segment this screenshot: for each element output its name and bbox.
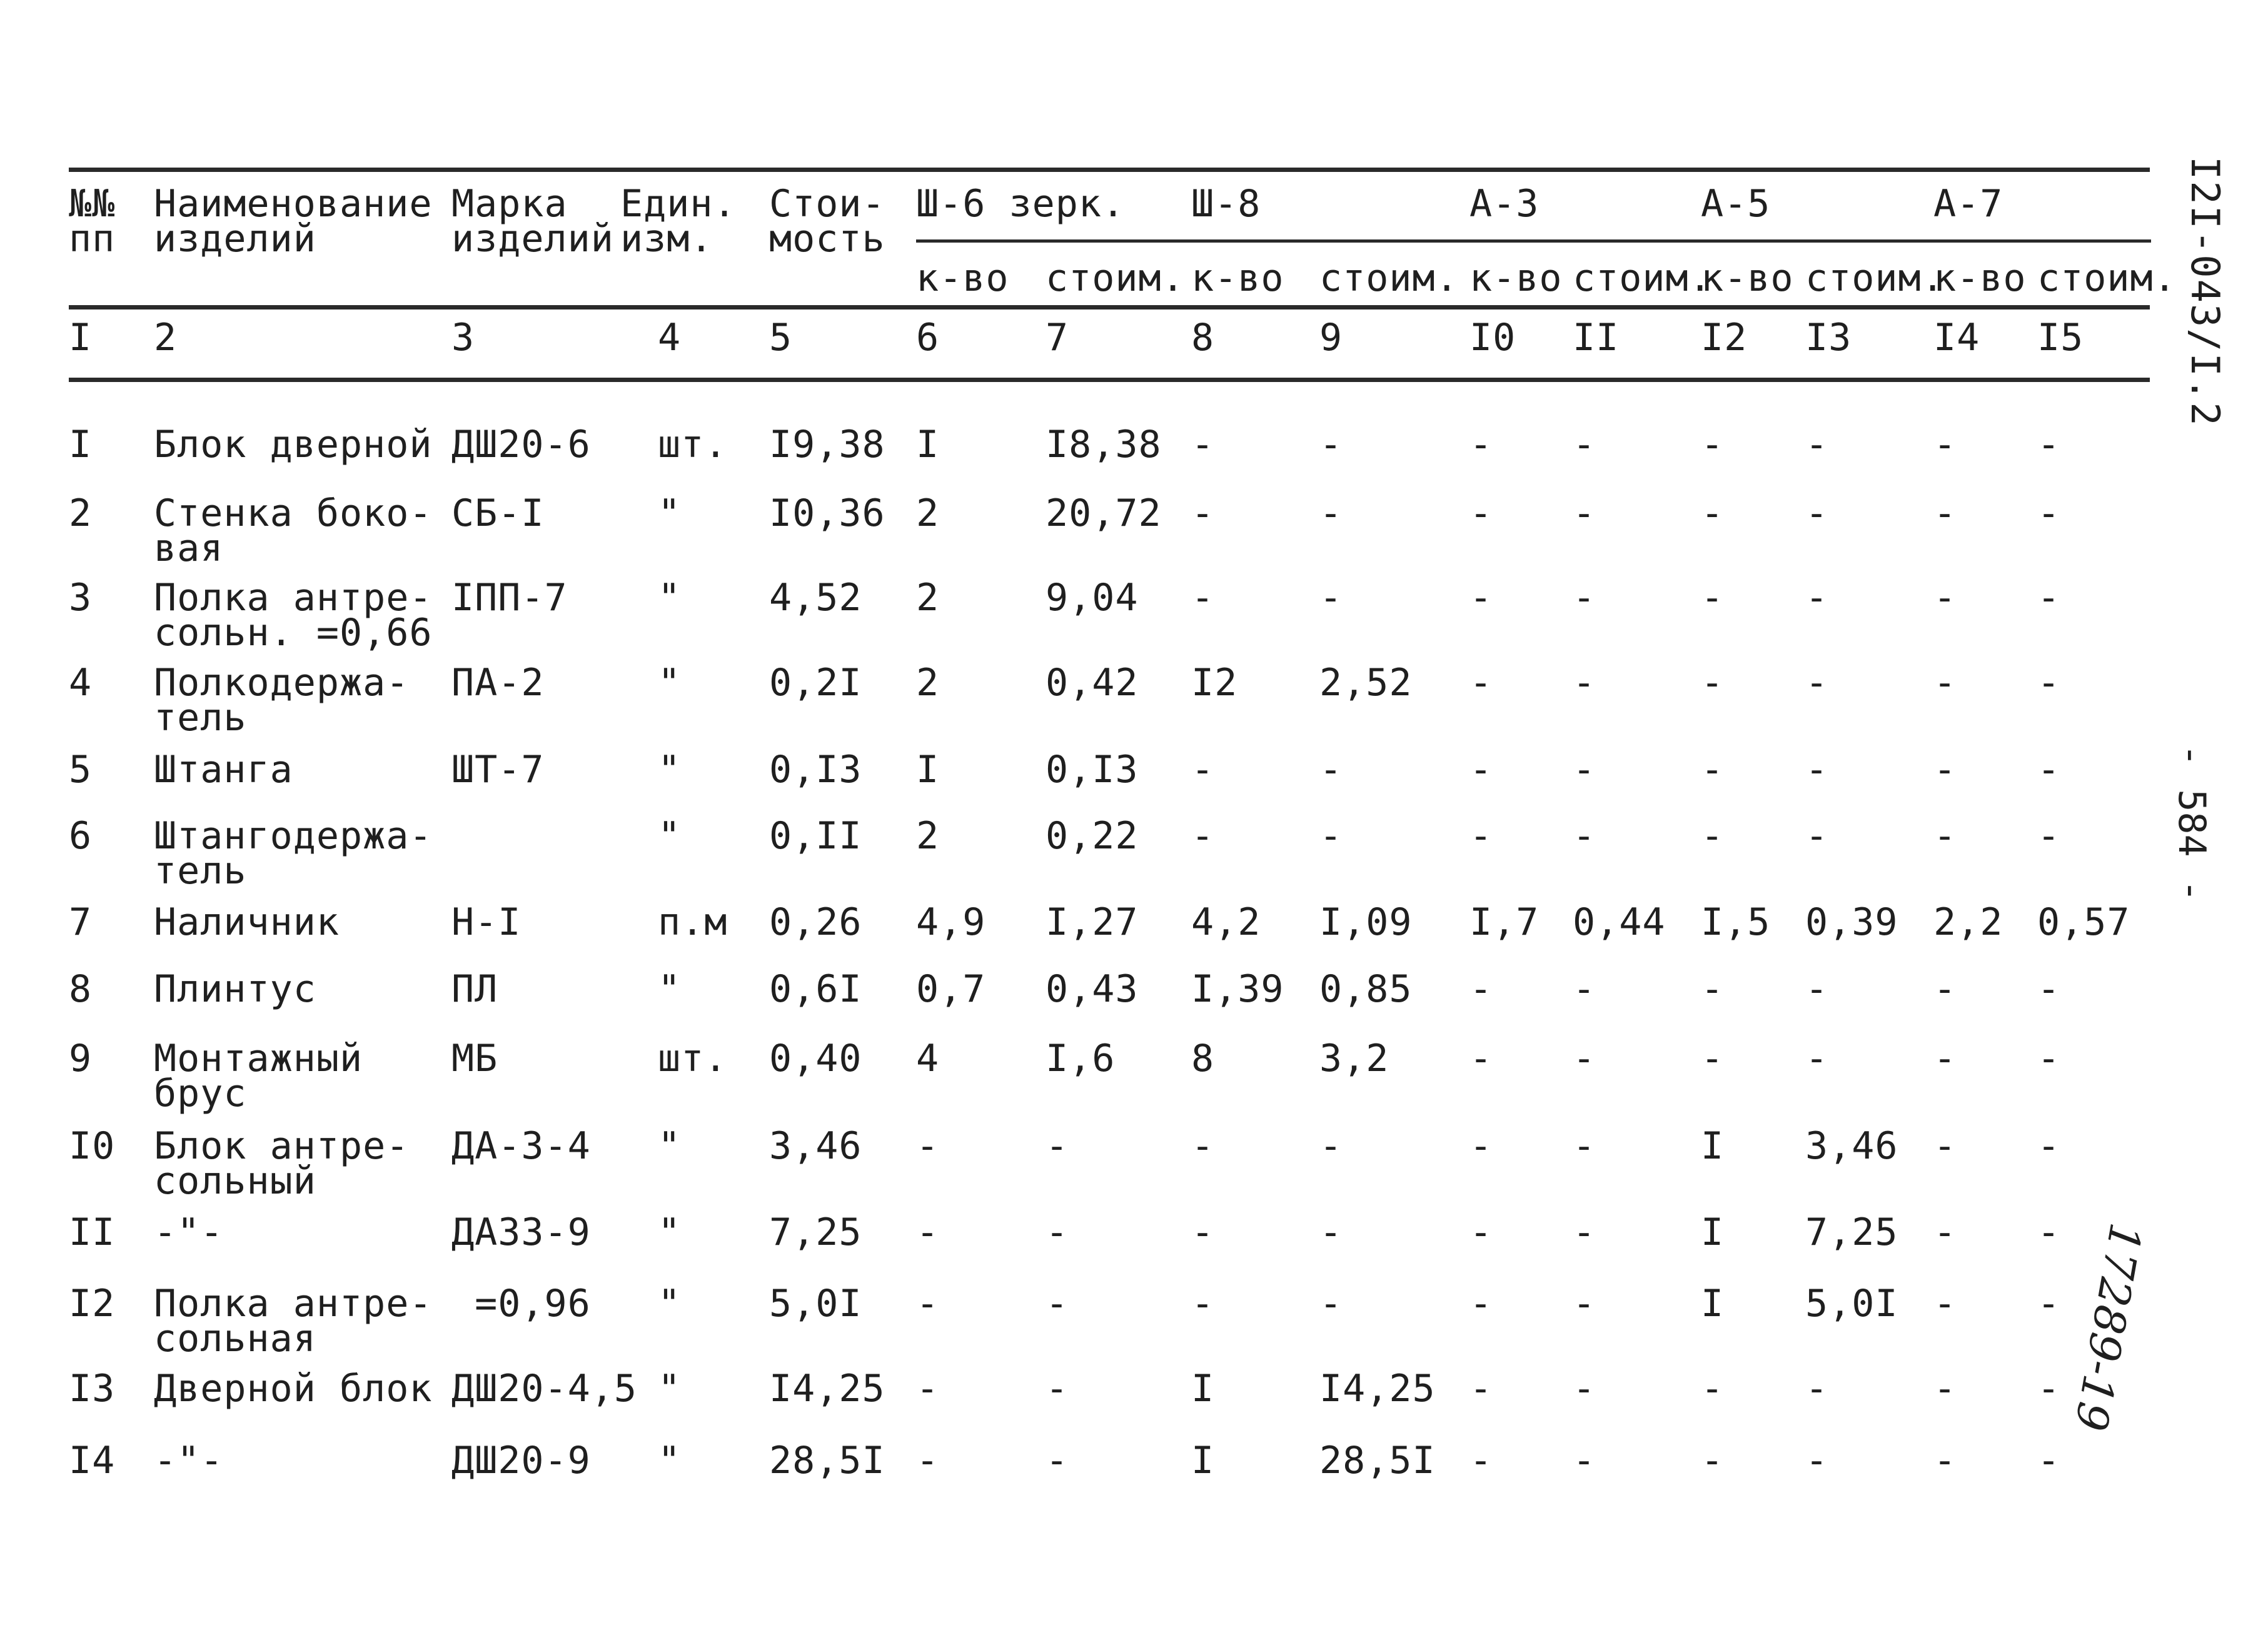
cell-sh6-cost: I,27	[1046, 900, 1139, 944]
cell-a3-qty: -	[1469, 1037, 1493, 1080]
cell-sh8-qty: I,39	[1191, 967, 1284, 1011]
cell-a7-qty: -	[1933, 1282, 1957, 1326]
cell-cost: I9,38	[769, 423, 885, 466]
header-unit: Един. изм.	[620, 182, 737, 261]
cell-sh8-cost: 3,2	[1319, 1037, 1389, 1080]
cell-a7-cost: 0,57	[2037, 900, 2130, 944]
header-a3-cost: стоим.	[1573, 256, 1712, 300]
cell-a5-qty: -	[1701, 1037, 1725, 1080]
cell-name: -"-	[154, 1210, 224, 1254]
cell-a7-qty: -	[1933, 661, 1957, 705]
cell-a3-qty: -	[1469, 491, 1493, 535]
cell-cost: 0,6I	[769, 967, 862, 1011]
cell-sh8-qty: -	[1191, 1210, 1215, 1254]
cell-a3-cost: -	[1573, 967, 1596, 1011]
table-top-rule	[69, 168, 2150, 172]
cell-unit: шт.	[658, 1037, 728, 1080]
cell-cost: 0,2I	[769, 661, 862, 705]
cell-mark: ДА-3-4	[451, 1124, 591, 1168]
cell-a5-qty: I	[1701, 1210, 1725, 1254]
cell-sh8-cost: -	[1319, 1124, 1343, 1168]
cell-a3-qty: -	[1469, 814, 1493, 858]
cell-cost: 0,40	[769, 1037, 862, 1080]
cell-a3-cost: -	[1573, 1124, 1596, 1168]
cell-cost: 3,46	[769, 1124, 862, 1168]
cell-unit: п.м	[658, 900, 728, 944]
cell-number: 4	[69, 661, 93, 705]
cell-sh6-cost: 20,72	[1046, 491, 1162, 535]
cell-number: II	[69, 1210, 116, 1254]
cell-a5-cost: -	[1805, 576, 1829, 620]
handwritten-document-number: 17289-19	[2064, 1219, 2152, 1435]
cell-unit: "	[658, 814, 682, 858]
cell-sh6-cost: 9,04	[1046, 576, 1139, 620]
cell-number: 3	[69, 576, 93, 620]
cell-name: -"-	[154, 1439, 224, 1482]
cell-sh8-qty: -	[1191, 748, 1215, 792]
cell-number: I	[69, 423, 93, 466]
cell-sh6-qty: -	[916, 1439, 940, 1482]
cell-a7-cost: -	[2037, 576, 2061, 620]
cell-name: Блок антре- сольный	[154, 1124, 410, 1203]
cell-a3-cost: -	[1573, 814, 1596, 858]
cell-name: Штангодержа- тель	[154, 814, 433, 893]
cell-sh6-qty: 2	[916, 576, 940, 620]
header-sh8-cost: стоим.	[1319, 256, 1459, 300]
cell-sh8-cost: 0,85	[1319, 967, 1413, 1011]
cell-mark: ДШ20-4,5	[451, 1367, 637, 1411]
cell-a5-cost: 3,46	[1805, 1124, 1898, 1168]
cell-sh6-qty: I	[916, 748, 940, 792]
cell-cost: 5,0I	[769, 1282, 862, 1326]
column-number-8: 8	[1191, 316, 1215, 360]
cell-a7-qty: -	[1933, 491, 1957, 535]
cell-sh8-cost: -	[1319, 1210, 1343, 1254]
cell-a3-qty: -	[1469, 661, 1493, 705]
column-number-2: 2	[154, 316, 178, 360]
cell-a5-cost: -	[1805, 1439, 1829, 1482]
cell-sh6-cost: -	[1046, 1210, 1069, 1254]
cell-a5-qty: -	[1701, 1439, 1725, 1482]
cell-a5-cost: -	[1805, 1367, 1829, 1411]
header-sh6-cost: стоим.	[1046, 256, 1185, 300]
cell-mark: СБ-I	[451, 491, 545, 535]
cell-a7-cost: -	[2037, 1037, 2061, 1080]
column-number-12: I2	[1701, 316, 1748, 360]
column-number-11: II	[1573, 316, 1620, 360]
cell-sh8-cost: I,09	[1319, 900, 1413, 944]
cell-sh8-qty: -	[1191, 491, 1215, 535]
cell-sh6-qty: 2	[916, 661, 940, 705]
cell-a7-cost: -	[2037, 1124, 2061, 1168]
cell-unit: "	[658, 1124, 682, 1168]
cell-a5-qty: -	[1701, 661, 1725, 705]
cell-a5-qty: -	[1701, 748, 1725, 792]
cell-unit: "	[658, 661, 682, 705]
cell-a7-qty: 2,2	[1933, 900, 2003, 944]
cell-sh6-qty: 2	[916, 491, 940, 535]
header-name: Наименование изделий	[154, 182, 433, 261]
cell-sh6-qty: -	[916, 1282, 940, 1326]
cell-a5-qty: -	[1701, 423, 1725, 466]
header-cost: Стои- мость	[769, 182, 885, 261]
cell-a7-cost: -	[2037, 1439, 2061, 1482]
cell-unit: "	[658, 1282, 682, 1326]
cell-a7-cost: -	[2037, 814, 2061, 858]
cell-sh6-cost: 0,22	[1046, 814, 1139, 858]
column-number-1: I	[69, 316, 93, 360]
cell-a3-cost: -	[1573, 491, 1596, 535]
column-number-15: I5	[2037, 316, 2084, 360]
cell-sh8-cost: -	[1319, 423, 1343, 466]
cell-cost: 0,26	[769, 900, 862, 944]
cell-sh6-cost: -	[1046, 1124, 1069, 1168]
cell-sh6-cost: -	[1046, 1282, 1069, 1326]
cell-a5-cost: -	[1805, 814, 1829, 858]
header-bottom-rule	[69, 305, 2150, 309]
cell-cost: 7,25	[769, 1210, 862, 1254]
cell-mark: ШТ-7	[451, 748, 545, 792]
cell-name: Полкодержа- тель	[154, 661, 410, 740]
column-number-6: 6	[916, 316, 940, 360]
cell-a5-cost: 5,0I	[1805, 1282, 1898, 1326]
header-group-a5: А-5	[1701, 182, 1771, 226]
cell-cost: 4,52	[769, 576, 862, 620]
header-sh6-qty: к-во	[916, 256, 1009, 300]
cell-number: I3	[69, 1367, 116, 1411]
cell-a3-qty: -	[1469, 1124, 1493, 1168]
cell-a7-cost: -	[2037, 491, 2061, 535]
cell-number: 8	[69, 967, 93, 1011]
cell-a5-qty: -	[1701, 576, 1725, 620]
header-group-a7: А-7	[1933, 182, 2003, 226]
group-header-rule	[916, 239, 2151, 243]
header-a7-qty: к-во	[1933, 256, 2027, 300]
cell-sh6-cost: -	[1046, 1439, 1069, 1482]
cell-sh8-cost: -	[1319, 576, 1343, 620]
cell-a3-qty: -	[1469, 1210, 1493, 1254]
cell-sh6-qty: 0,7	[916, 967, 986, 1011]
cell-a3-qty: -	[1469, 1367, 1493, 1411]
header-group-a3: А-3	[1469, 182, 1540, 226]
cell-name: Полка антре- сольная	[154, 1282, 433, 1361]
column-number-10: I0	[1469, 316, 1516, 360]
cell-a3-qty: I,7	[1469, 900, 1540, 944]
header-a5-cost: стоим.	[1805, 256, 1945, 300]
cell-sh8-cost: 28,5I	[1319, 1439, 1436, 1482]
cell-sh8-qty: -	[1191, 1124, 1215, 1168]
cell-mark: IПП-7	[451, 576, 568, 620]
cell-a5-qty: -	[1701, 814, 1725, 858]
cell-sh6-qty: 2	[916, 814, 940, 858]
column-number-13: I3	[1805, 316, 1852, 360]
header-number: №№ пп	[69, 182, 116, 261]
cell-sh8-qty: -	[1191, 423, 1215, 466]
cell-name: Наличник	[154, 900, 340, 944]
cell-a3-qty: -	[1469, 1282, 1493, 1326]
cell-a3-cost: -	[1573, 661, 1596, 705]
cell-unit: "	[658, 748, 682, 792]
cell-a3-cost: -	[1573, 1282, 1596, 1326]
cell-sh6-cost: -	[1046, 1367, 1069, 1411]
cell-a3-qty: -	[1469, 748, 1493, 792]
header-a7-cost: стоим.	[2037, 256, 2177, 300]
cell-a3-qty: -	[1469, 423, 1493, 466]
cell-unit: "	[658, 967, 682, 1011]
cell-unit: "	[658, 1367, 682, 1411]
cell-a5-cost: -	[1805, 661, 1829, 705]
cell-number: 6	[69, 814, 93, 858]
cell-sh6-cost: I8,38	[1046, 423, 1162, 466]
cell-mark: ДШ20-9	[451, 1439, 591, 1482]
cell-sh6-qty: -	[916, 1210, 940, 1254]
cell-a7-cost: -	[2037, 661, 2061, 705]
cell-a3-cost: -	[1573, 423, 1596, 466]
cell-number: I2	[69, 1282, 116, 1326]
header-group-sh8: Ш-8	[1191, 182, 1261, 226]
cell-unit: "	[658, 491, 682, 535]
column-number-4: 4	[658, 316, 682, 360]
cell-name: Штанга	[154, 748, 293, 792]
cell-unit: шт.	[658, 423, 728, 466]
cell-cost: 28,5I	[769, 1439, 885, 1482]
cell-number: I0	[69, 1124, 116, 1168]
cell-number: 7	[69, 900, 93, 944]
cell-a3-qty: -	[1469, 1439, 1493, 1482]
cell-unit: "	[658, 576, 682, 620]
cell-mark: ДШ20-6	[451, 423, 591, 466]
cell-a5-cost: 0,39	[1805, 900, 1898, 944]
cell-sh8-cost: -	[1319, 491, 1343, 535]
cell-a5-qty: I,5	[1701, 900, 1771, 944]
cell-name: Плинтус	[154, 967, 316, 1011]
cell-a5-qty: -	[1701, 491, 1725, 535]
column-number-5: 5	[769, 316, 793, 360]
cell-sh8-qty: -	[1191, 814, 1215, 858]
header-group-sh6: Ш-6 зерк.	[916, 182, 1126, 226]
cell-a5-cost: -	[1805, 491, 1829, 535]
column-number-14: I4	[1933, 316, 1980, 360]
cell-name: Полка антре- сольн. =0,66	[154, 576, 433, 655]
cell-a7-qty: -	[1933, 967, 1957, 1011]
cell-a7-qty: -	[1933, 1124, 1957, 1168]
cell-sh8-qty: I	[1191, 1439, 1215, 1482]
cell-unit: "	[658, 1210, 682, 1254]
cell-mark: Н-I	[451, 900, 522, 944]
column-numbers-rule	[69, 378, 2150, 382]
column-number-9: 9	[1319, 316, 1343, 360]
cell-name: Стенка боко- вая	[154, 491, 433, 570]
header-a5-qty: к-во	[1701, 256, 1794, 300]
cell-a5-cost: 7,25	[1805, 1210, 1898, 1254]
cell-a7-qty: -	[1933, 576, 1957, 620]
cell-a3-qty: -	[1469, 967, 1493, 1011]
cell-a3-cost: -	[1573, 1037, 1596, 1080]
cell-a7-cost: -	[2037, 748, 2061, 792]
cell-number: 5	[69, 748, 93, 792]
cell-sh6-qty: 4	[916, 1037, 940, 1080]
cell-mark: ПА-2	[451, 661, 545, 705]
cell-name: Монтажный брус	[154, 1037, 363, 1115]
cell-a7-qty: -	[1933, 1367, 1957, 1411]
cell-a7-qty: -	[1933, 748, 1957, 792]
cell-sh8-cost: 2,52	[1319, 661, 1413, 705]
cell-sh8-qty: 4,2	[1191, 900, 1261, 944]
cell-mark: ПЛ	[451, 967, 498, 1011]
cell-sh8-qty: I2	[1191, 661, 1238, 705]
cell-cost: 0,II	[769, 814, 862, 858]
cell-a3-cost: -	[1573, 748, 1596, 792]
cell-a5-qty: -	[1701, 1367, 1725, 1411]
cell-number: I4	[69, 1439, 116, 1482]
cell-mark: ДА33-9	[451, 1210, 591, 1254]
cell-a5-qty: -	[1701, 967, 1725, 1011]
cell-a3-cost: -	[1573, 1367, 1596, 1411]
cell-a5-cost: -	[1805, 423, 1829, 466]
cell-a7-cost: -	[2037, 1367, 2061, 1411]
cell-a7-qty: -	[1933, 1210, 1957, 1254]
cell-a5-cost: -	[1805, 748, 1829, 792]
cell-a7-cost: -	[2037, 967, 2061, 1011]
cell-mark: МБ	[451, 1037, 498, 1080]
cell-sh8-cost: -	[1319, 814, 1343, 858]
cell-sh8-qty: I	[1191, 1367, 1215, 1411]
cell-sh6-cost: I,6	[1046, 1037, 1116, 1080]
cell-a3-cost: -	[1573, 1210, 1596, 1254]
cell-sh8-cost: -	[1319, 1282, 1343, 1326]
column-number-3: 3	[451, 316, 475, 360]
side-document-code: I2I-043/I.2	[2182, 156, 2228, 427]
header-a3-qty: к-во	[1469, 256, 1563, 300]
cell-a7-qty: -	[1933, 1439, 1957, 1482]
page-number: - 584 -	[2170, 744, 2214, 902]
cell-a5-qty: I	[1701, 1124, 1725, 1168]
cell-sh6-cost: 0,I3	[1046, 748, 1139, 792]
cell-a5-qty: I	[1701, 1282, 1725, 1326]
cell-sh6-qty: -	[916, 1367, 940, 1411]
cell-a7-cost: -	[2037, 1282, 2061, 1326]
cell-a5-cost: -	[1805, 967, 1829, 1011]
cell-name: Дверной блок	[154, 1367, 433, 1411]
cell-cost: 0,I3	[769, 748, 862, 792]
header-mark: Марка изделий	[451, 182, 614, 261]
cell-a3-cost: -	[1573, 1439, 1596, 1482]
cell-sh8-qty: -	[1191, 1282, 1215, 1326]
cell-sh6-qty: 4,9	[916, 900, 986, 944]
cell-a3-cost: 0,44	[1573, 900, 1666, 944]
cell-a7-qty: -	[1933, 1037, 1957, 1080]
cell-a7-qty: -	[1933, 423, 1957, 466]
cell-sh8-qty: 8	[1191, 1037, 1215, 1080]
cell-name: Блок дверной	[154, 423, 433, 466]
cell-a7-cost: -	[2037, 1210, 2061, 1254]
cell-a3-qty: -	[1469, 576, 1493, 620]
cell-sh6-qty: I	[916, 423, 940, 466]
cell-a5-cost: -	[1805, 1037, 1829, 1080]
cell-sh6-qty: -	[916, 1124, 940, 1168]
cell-sh8-cost: I4,25	[1319, 1367, 1436, 1411]
cell-number: 9	[69, 1037, 93, 1080]
cell-a7-qty: -	[1933, 814, 1957, 858]
column-number-7: 7	[1046, 316, 1069, 360]
cell-a3-cost: -	[1573, 576, 1596, 620]
cell-sh8-qty: -	[1191, 576, 1215, 620]
cell-sh8-cost: -	[1319, 748, 1343, 792]
cell-mark: =0,96	[451, 1282, 591, 1326]
cell-cost: I0,36	[769, 491, 885, 535]
cell-sh6-cost: 0,42	[1046, 661, 1139, 705]
cell-unit: "	[658, 1439, 682, 1482]
cell-cost: I4,25	[769, 1367, 885, 1411]
cell-sh6-cost: 0,43	[1046, 967, 1139, 1011]
header-sh8-qty: к-во	[1191, 256, 1284, 300]
cell-a7-cost: -	[2037, 423, 2061, 466]
cell-number: 2	[69, 491, 93, 535]
